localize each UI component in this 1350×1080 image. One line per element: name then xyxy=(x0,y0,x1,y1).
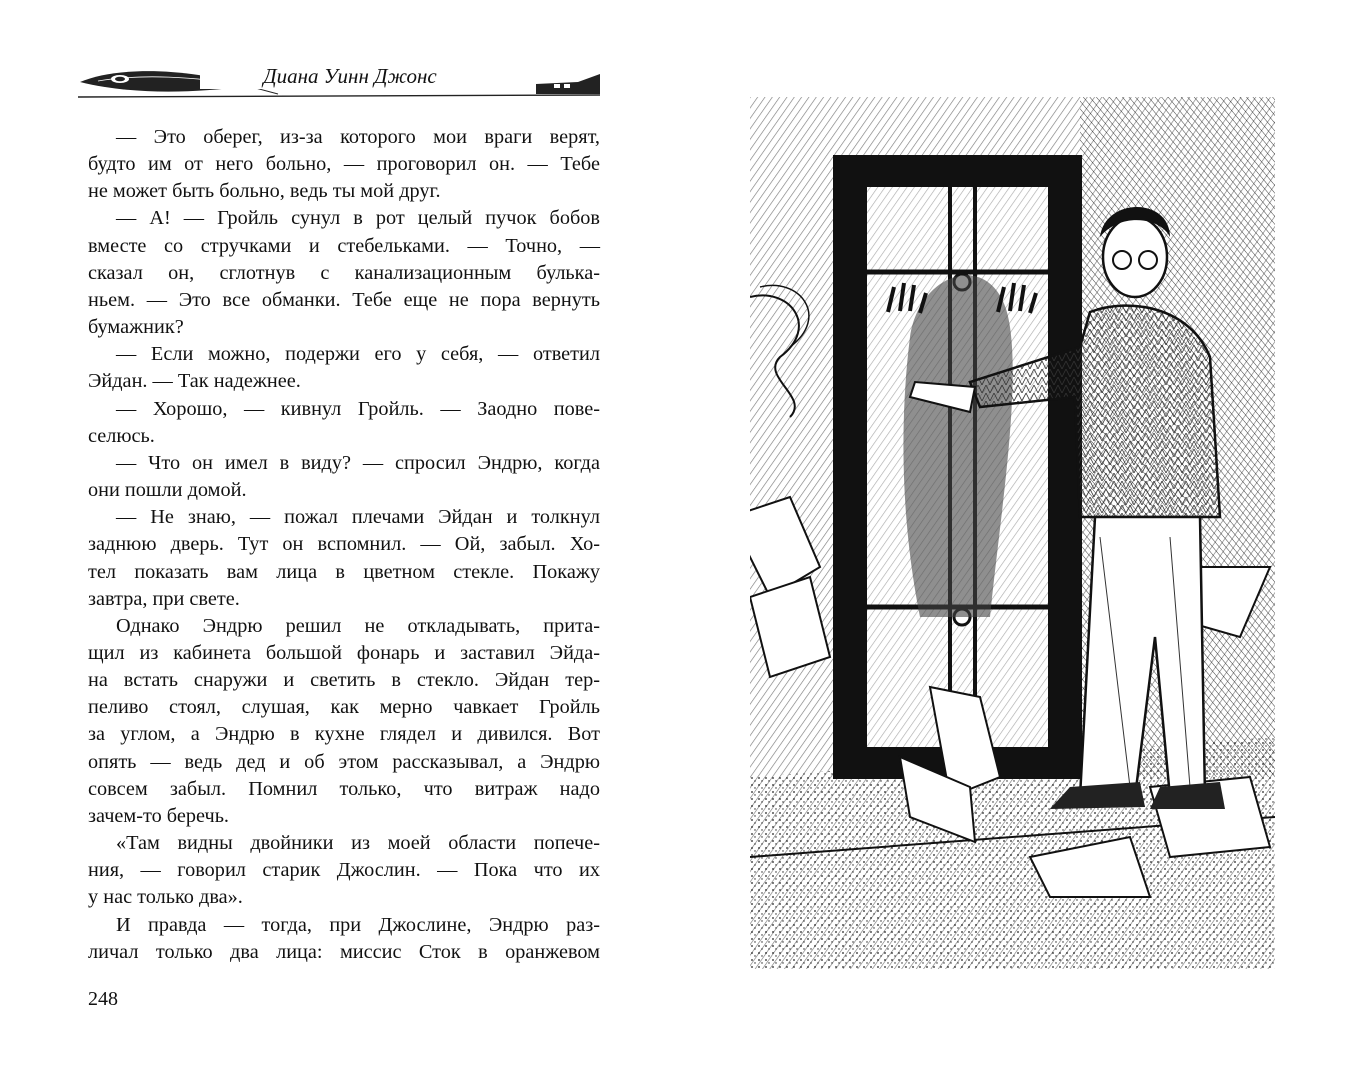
text-line: совсем забыл. Помнил только, что витраж надо xyxy=(88,777,600,800)
running-head: Диана Уинн Джонс xyxy=(200,64,500,89)
text-line: — Если можно, подержи его у себя, — ответил xyxy=(116,343,600,366)
text-line: тел показать вам лица в цветном стекле. Покажу xyxy=(88,560,600,583)
text-line: не может быть больно, ведь ты мой друг. xyxy=(88,180,441,203)
text-line: бумажник? xyxy=(88,316,184,339)
text-line: — А! — Гройль сунул в рот целый пучок бобов xyxy=(116,207,600,230)
text-line: вместе со стручками и стебельками. — Точно, — xyxy=(88,234,600,257)
page-number: 248 xyxy=(88,988,118,1010)
text-line: опять — ведь дед и об этом рассказывал, а Эндрю xyxy=(88,750,600,773)
text-line: И правда — тогда, при Джослине, Эндрю раз- xyxy=(116,913,600,936)
text-line: — Не знаю, — пожал плечами Эйдан и толкнул xyxy=(116,506,600,529)
text-line: «Там видны двойники из моей области попече- xyxy=(116,832,600,855)
text-line: Однако Эндрю решил не откладывать, прита- xyxy=(116,614,600,637)
text-line: завтра, при свете. xyxy=(88,587,240,610)
text-line: щил из кабинета большой фонарь и заставил Эйда- xyxy=(88,641,600,664)
text-line: — Что он имел в виду? — спросил Эндрю, когда xyxy=(116,451,600,474)
text-line: — Это оберег, из-за которого мои враги верят, xyxy=(116,126,600,148)
text-line: они пошли домой. xyxy=(88,479,247,502)
text-line: у нас только два». xyxy=(88,886,243,909)
text-line: сказал он, сглотнув с канализационным булька- xyxy=(88,261,600,284)
text-line: будто им от него больно, — проговорил он. — Тебе xyxy=(88,153,600,176)
text-line: заднюю дверь. Тут он вспомнил. — Ой, забыл. Хо- xyxy=(88,533,600,556)
text-line: пеливо стоял, слушая, как мерно чавкает Гройль xyxy=(88,696,600,719)
text-line: — Хорошо, — кивнул Гройль. — Заодно пове- xyxy=(116,397,600,420)
text-line: зачем-то беречь. xyxy=(88,804,230,827)
text-line: ньем. — Это все обманки. Тебе еще не пора вернуть xyxy=(88,288,600,311)
right-page xyxy=(675,0,1350,1080)
body-text xyxy=(88,124,600,966)
text-line: селюсь. xyxy=(88,424,155,447)
text-line: за углом, а Эндрю в кухне глядел и дивился. Вот xyxy=(88,723,600,746)
text-line: на встать снаружи и светить в стекло. Эйдан тер- xyxy=(88,669,600,692)
text-line: личал только два лица: миссис Сток в оранжевом xyxy=(88,940,600,963)
text-line: Эйдан. — Так надежнее. xyxy=(88,370,301,393)
text-line: ния, — говорил старик Джослин. — Пока что их xyxy=(88,859,600,882)
illustration-icon xyxy=(750,97,1275,969)
